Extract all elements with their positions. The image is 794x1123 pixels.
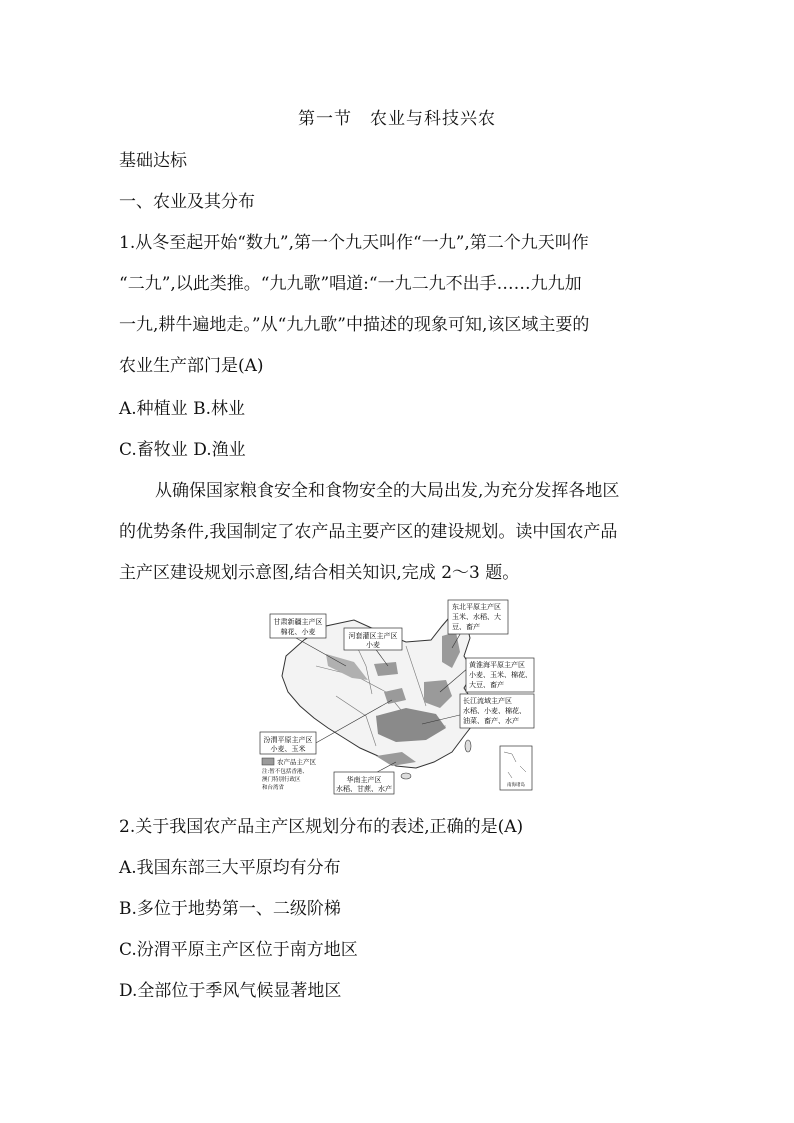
svg-text:大豆、畜产: 大豆、畜产: [469, 681, 504, 689]
svg-text:油菜、畜产、水产: 油菜、畜产、水产: [463, 717, 519, 725]
intro-line-3: 主产区建设规划示意图,结合相关知识,完成 2～3 题。: [119, 563, 520, 583]
svg-text:小麦、玉米: 小麦、玉米: [270, 745, 306, 753]
svg-text:玉米、水稻、大: 玉米、水稻、大: [452, 613, 501, 621]
svg-text:和台湾省: 和台湾省: [262, 785, 285, 791]
q1-line-4: 农业生产部门是(A): [119, 356, 264, 376]
south-china-sea-inset: [500, 746, 532, 790]
q1-line-2: “二九”,以此类推。“九九歌”唱道:“一九二九不出手……九九加: [119, 274, 582, 294]
svg-text:甘肃新疆主产区: 甘肃新疆主产区: [273, 618, 323, 626]
label-gansu-xinjiang: [270, 614, 326, 638]
svg-text:南海诸岛: 南海诸岛: [507, 783, 525, 788]
svg-text:农产品主产区: 农产品主产区: [277, 758, 316, 766]
svg-text:澳门特别行政区: 澳门特别行政区: [262, 777, 301, 783]
china-map-figure: [256, 596, 538, 796]
q2-option-a: A.我国东部三大平原均有分布: [119, 858, 341, 878]
taiwan-island: [465, 740, 471, 752]
svg-text:水稻、甘蔗、水产: 水稻、甘蔗、水产: [336, 785, 392, 793]
q1-options-row-2: C.畜牧业 D.渔业: [119, 440, 246, 460]
hainan-island: [401, 773, 411, 779]
q2-option-c: C.汾渭平原主产区位于南方地区: [119, 940, 358, 960]
svg-text:注:暂不包括香港、: 注:暂不包括香港、: [262, 769, 308, 775]
svg-text:小麦: 小麦: [366, 641, 380, 649]
intro-line-2: 的优势条件,我国制定了农产品主要产区的建设规划。读中国农产品: [119, 522, 618, 542]
svg-text:豆、畜产: 豆、畜产: [452, 623, 480, 631]
svg-text:汾渭平原主产区: 汾渭平原主产区: [263, 736, 313, 744]
svg-text:华南主产区: 华南主产区: [346, 776, 382, 784]
region-hetao-shade: [374, 662, 398, 676]
svg-text:东北平原主产区: 东北平原主产区: [452, 603, 501, 611]
label-changjiang: [460, 694, 534, 728]
map-legend: [262, 757, 317, 791]
part-heading: 一、农业及其分布: [119, 192, 255, 212]
svg-text:水稻、小麦、棉花、: 水稻、小麦、棉花、: [463, 707, 526, 715]
svg-text:河套灌区主产区: 河套灌区主产区: [348, 632, 398, 640]
q1-options-row-1: A.种植业 B.林业: [119, 399, 245, 419]
label-huanghuaihai: [466, 658, 534, 692]
subtitle: 基础达标: [119, 151, 187, 171]
svg-text:长江流域主产区: 长江流域主产区: [463, 697, 512, 705]
q2-option-b: B.多位于地势第一、二级阶梯: [119, 899, 341, 919]
q1-line-3: 一九,耕牛遍地走。”从“九九歌”中描述的现象可知,该区域主要的: [119, 315, 590, 335]
label-fenwei: [260, 732, 316, 754]
label-hetao: [344, 628, 402, 650]
q1-line-1: 1.从冬至起开始“数九”,第一个九天叫作“一九”,第二个九天叫作: [119, 233, 589, 253]
label-huanan: [334, 772, 394, 794]
q2-option-d: D.全部位于季风气候显著地区: [119, 981, 342, 1001]
svg-text:棉花、小麦: 棉花、小麦: [280, 628, 316, 636]
svg-text:小麦、玉米、棉花、: 小麦、玉米、棉花、: [469, 671, 532, 679]
label-northeast: [448, 600, 508, 634]
q2-stem: 2.关于我国农产品主产区规划分布的表述,正确的是(A): [119, 817, 524, 837]
svg-text:黄淮海平原主产区: 黄淮海平原主产区: [469, 661, 525, 669]
intro-line-1: 从确保国家粮食安全和食物安全的大局出发,为充分发挥各地区: [155, 481, 620, 501]
section-title: 第一节 农业与科技兴农: [298, 109, 496, 129]
